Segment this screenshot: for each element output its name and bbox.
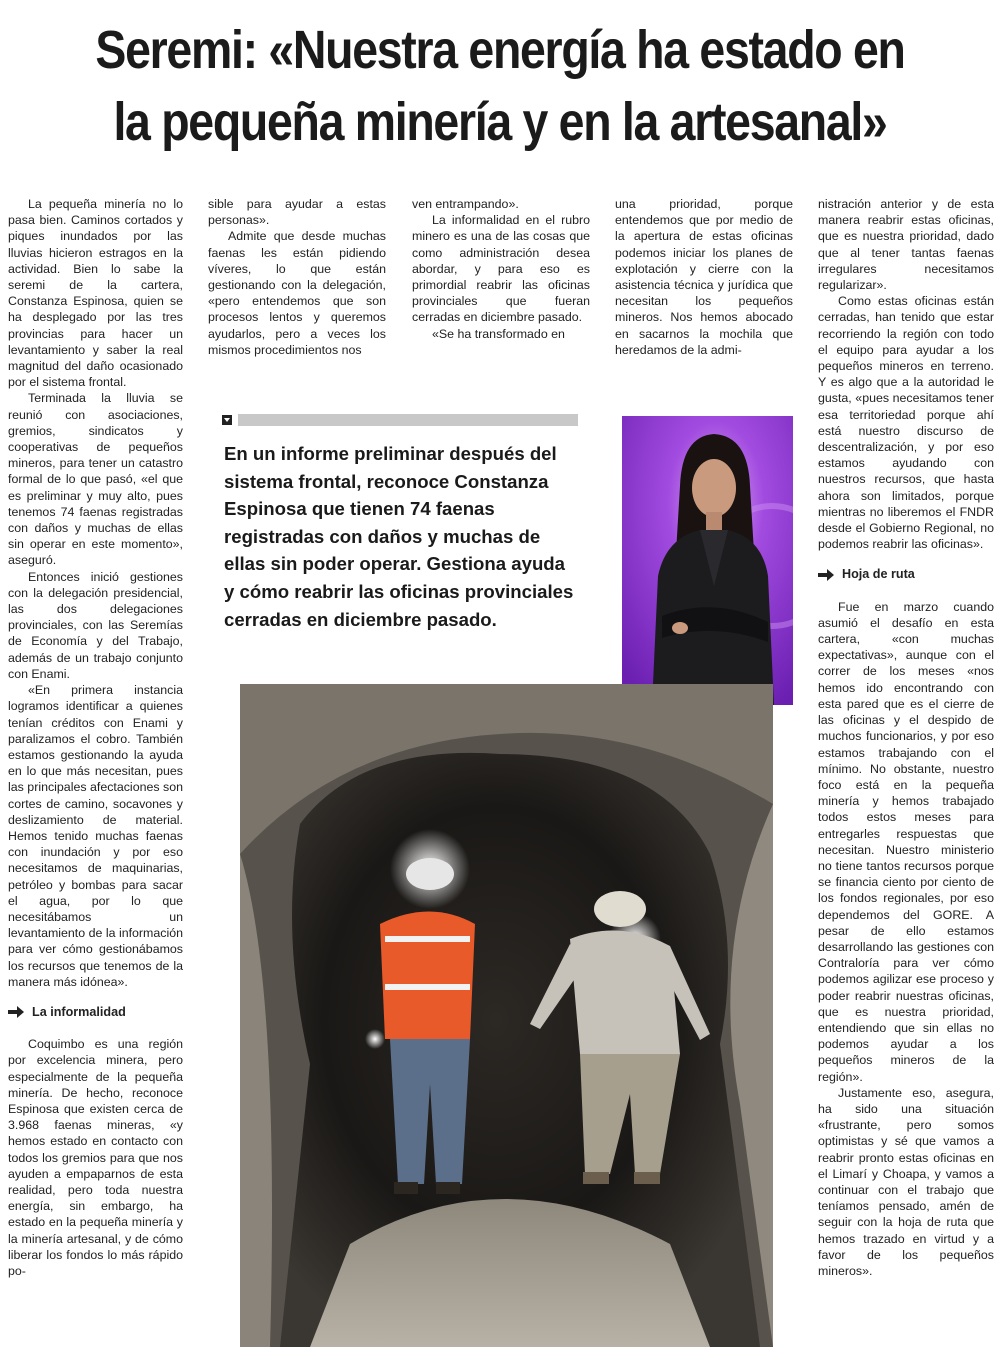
col2-paragraph-2: Admite que desde muchas faenas les están pidiendo víveres, lo que están gestionando con la delegación, «pero entendemos que son procesos lentos y queremos ayudarlos, pero a veces los mismos procedimientos nos xyxy=(208,229,386,357)
pull-quote-text: En un informe preliminar después del sistema frontal, reconoce Constanza Espinosa que tienen 74 faenas registradas con daños y muchas de ellas sin poder operar. Gestiona ayuda y cómo reabrir las oficinas provinciales cerradas en diciembre pasado. xyxy=(224,443,574,630)
col3-paragraph-3: «Se ha transformado en xyxy=(432,326,565,341)
col1-paragraph-5: Coquimbo es una región por excelencia minera, pero especialmente de la pequeña minería. De hecho, reconoce Espinosa que existen cerca de 3.968 faenas mineras, «y hemos estado en contacto con todos los gremios para que nos ayuden a empaparnos de esta realidad, pero toda nuestra energía, sin embargo, ha estado en la pequeña minería y la minería artesanal, y de cómo liberar los fondos lo más rápido po- xyxy=(8,1037,183,1278)
col4-paragraph-1: una prioridad, porque entendemos que por medio de la apertura de estas oficinas podemos iniciar los planes de explotación y cierre con la asistencia técnica y jurídica que necesitan los pequeños mineros. Nos hemos abocado en sacarnos la mochila que heredamos de la admi- xyxy=(615,197,793,357)
face-shape xyxy=(692,459,736,517)
down-triangle-icon xyxy=(222,415,232,425)
subhead-hoja-de-ruta xyxy=(818,566,994,582)
headline-line-2: la pequeña minería y en la artesanal» xyxy=(113,92,887,152)
headline xyxy=(70,14,930,158)
col3-paragraph-1: ven entrampando». xyxy=(412,197,519,211)
article-column-5 xyxy=(818,196,994,1279)
pull-quote-rule xyxy=(222,414,578,426)
col3-paragraph-2: La informalidad en el rubro minero es una de las cosas que como administración desea abordar, y para eso es primordial reabrir las oficinas provinciales que fueran cerradas en diciembre pasado. xyxy=(412,213,590,325)
work-shirt xyxy=(570,930,680,1054)
article-column-4 xyxy=(615,196,793,358)
col5-paragraph-3: Fue en marzo cuando asumió el desafío en esta cartera, «con muchas expectativas», aunque con el correr de los meses «nos hemos ido encontrando con esta pared que es el cierre de las oficinas y el despido de muchos funcionarios, y por eso estamos trabajando con el mínimo. No obstante, nuestro foco está en la pequeña minería y hemos trabajado todos estos meses para entregarles respuestas que necesitan. Nuestro ministerio no tiene tantos recursos porque se financia ciento por ciento de los fondos regionales, por eso dependemos del GORE. A pesar de ello estamos desarrollando las gestiones con Contraloría para ver cómo podemos agilizar ese proceso y poder reabrir nuestras oficinas, que es nuestra prioridad, entendiendo que sin ellas no podemos ayudar a los pequeños mineros de la región». xyxy=(818,599,994,1084)
col1-paragraph-1: La pequeña minería no lo pasa bien. Caminos cortados y piques inundados por las lluvias hicieron estragos en la actividad. Bien lo sabe la seremi de la cartera, Constanza Espinosa, quien se ha desplegado por las tres provincias para hacer un levantamiento y saber la real magnitud del daño ocasionado por el sistema frontal. xyxy=(8,197,183,390)
subhead-label: Hoja de ruta xyxy=(842,567,915,582)
subhead-label: La informalidad xyxy=(32,1004,126,1019)
col1-paragraph-2: Terminada la lluvia se reunió con asociaciones, gremios, sindicatos y cooperativas de pequeños mineros, para tener un catastro formal de lo que pasó, «el que es preliminar y muy alto, pues tenemos 74 faenas registradas con daños y muchas de ellas sin operar en este momento», aseguró. xyxy=(8,391,183,568)
col1-paragraph-3: Entonces inició gestiones con la delegación presidencial, las dos delegaciones provinciales, con las Seremías de Economía y del Trabajo, además de un trabajo conjunto con Enami. xyxy=(8,569,183,681)
col1-paragraph-4: «En primera instancia logramos identificar a quienes tenían créditos con Enami y paralizamos el cobro. También estamos gestionando la ayuda en lo que más necesitan, pues las principales afectaciones son cortes de camino, socavones y deslizamiento de material. Hemos tenido muchas faenas con inundación y por eso necesitamos de maquinarias, petróleo y bombas para sacar el agua, por lo que necesitábamos un levantamiento de la información para ver cómo gestionábamos los recursos que tenemos de la manera más idónea». xyxy=(8,683,183,989)
col5-paragraph-4: Justamente eso, asegura, ha sido una situación «frustrante, pero somos optimistas y sé que vamos a reabrir pronto estas oficinas en el Limarí y Choapa, y vamos a continuar con el trabajo que teníamos pensado, amén de seguir con la hoja de ruta que hemos trazado en virtud y a favor de los pequeños mineros». xyxy=(818,1085,994,1278)
subhead-la-informalidad xyxy=(8,1004,183,1020)
arrow-right-icon xyxy=(818,569,834,581)
col2-paragraph-1: sible para ayudar a estas personas». xyxy=(208,197,386,228)
portrait-photo xyxy=(622,416,793,705)
article-column-2 xyxy=(208,196,386,358)
article-column-3 xyxy=(412,196,590,342)
col5-paragraph-1: nistración anterior y de esta manera reabrir estas oficinas, que es nuestra prioridad, dado que al tener tantas faenas irregulares necesitamos regularizar». xyxy=(818,197,994,293)
article-column-1 xyxy=(8,196,183,1279)
col5-paragraph-2: Como estas oficinas están cerradas, han tenido que estar recorriendo la región con todo el equipo para ayudar a los pequeños mineros en terreno. Y es algo que a la autoridad le gusta, «pues necesitamos tener esa territoriedad porque ahí está nuestro discurso de descentralización, y por eso estamos ayudando con nuestros recursos, que hasta ahora son limitados, porque mientras no liberemos el FNDR desde el Gobierno Regional, no podemos reabrir las oficinas». xyxy=(818,294,994,552)
mine-illustration xyxy=(240,684,773,1347)
headline-line-1: Seremi: «Nuestra energía ha estado en xyxy=(95,20,905,80)
portrait-illustration xyxy=(622,416,793,705)
mine-tunnel-photo xyxy=(240,684,773,1347)
arrow-right-icon xyxy=(8,1006,24,1018)
orange-vest xyxy=(380,912,475,1040)
pull-quote xyxy=(222,414,578,633)
gray-rule xyxy=(238,414,578,426)
